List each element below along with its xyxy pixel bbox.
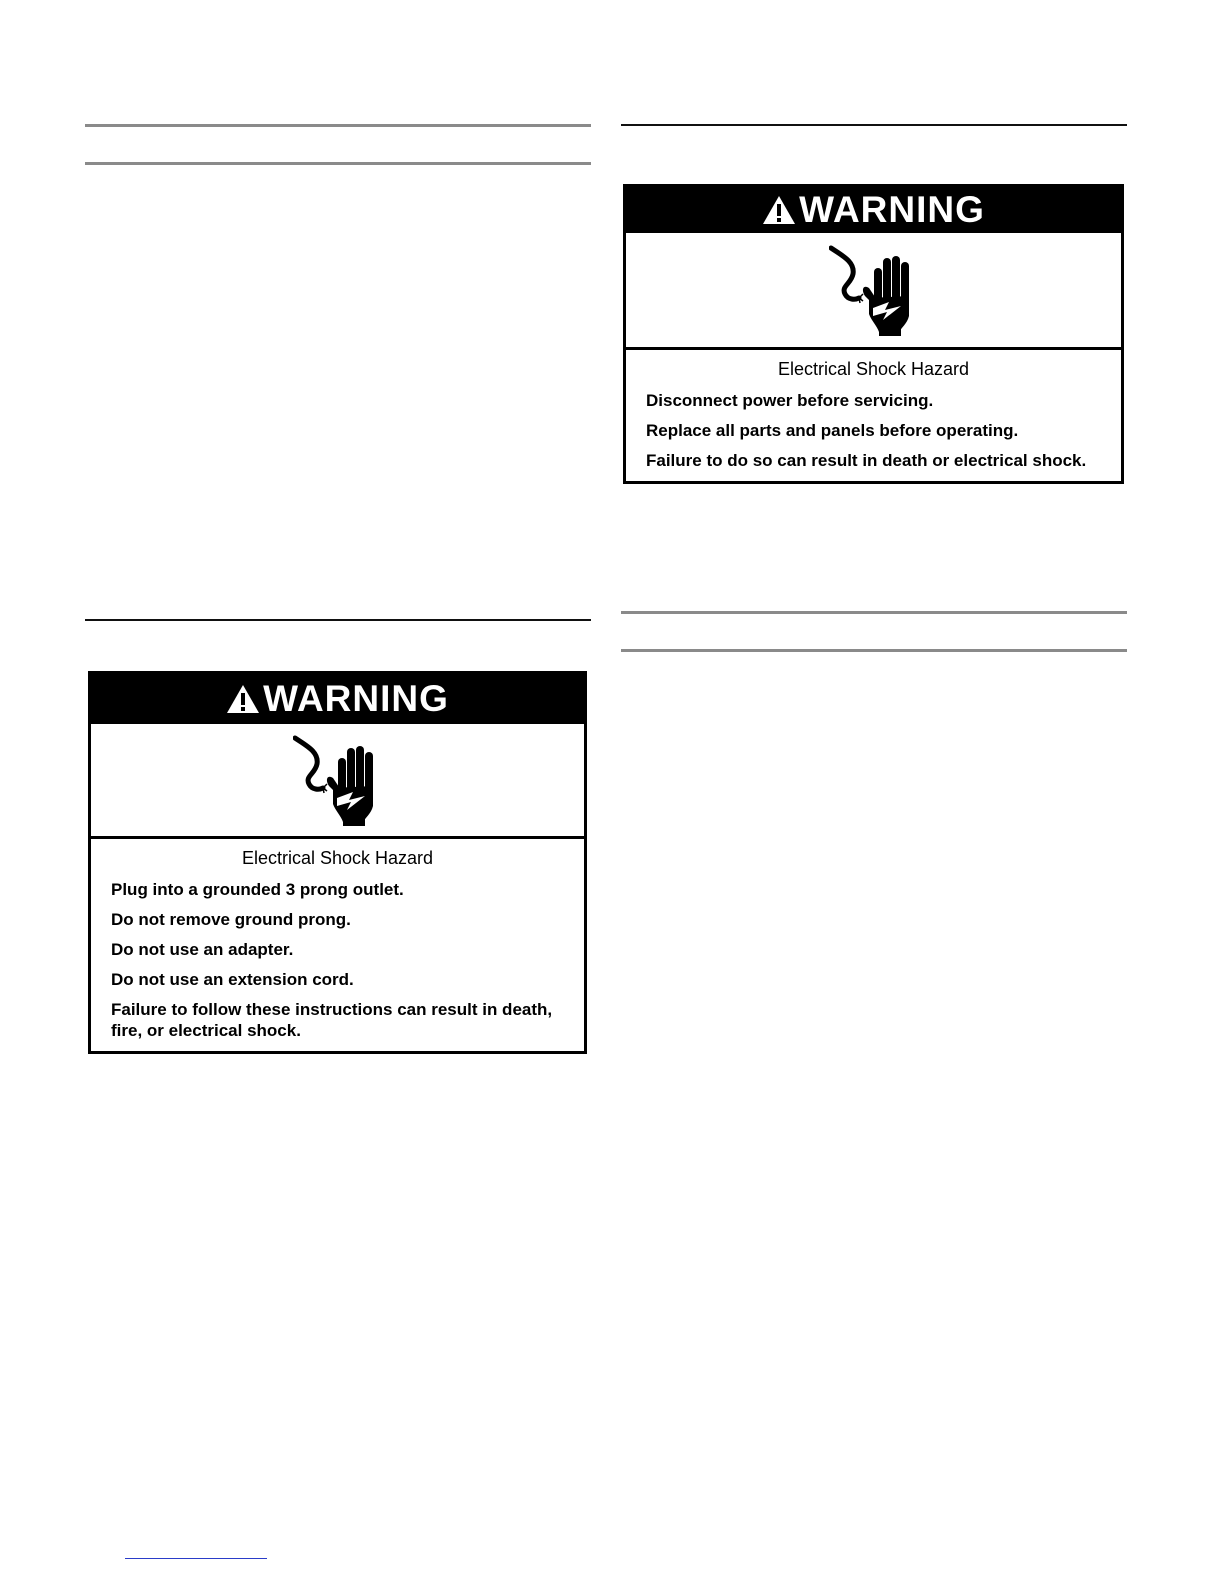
right-warning-box [623,184,1124,484]
instruction-item: Failure to follow these instructions can result in death, fire, or electrical shock. [111,1000,553,1040]
left-warning-box [88,671,587,1054]
footer-link-underline[interactable] [125,1558,267,1559]
right-warning-rule [621,124,1127,126]
electrical-shock-hand-icon [829,244,919,336]
instruction-item: Plug into a grounded 3 prong outlet. [111,880,404,899]
warning-triangle-icon [762,195,796,225]
instruction-item: Do not use an adapter. [111,940,294,959]
hazard-icon-panel [91,724,584,839]
right-section-rule-top [621,611,1127,614]
instruction-item: Replace all parts and panels before operating. [646,421,1019,440]
warning-header [91,674,584,724]
hazard-icon-panel [626,233,1121,350]
electrical-shock-hand-icon [293,734,383,826]
warning-triangle-icon [226,684,260,714]
right-section-rule-bottom [621,649,1127,652]
hazard-title: Electrical Shock Hazard [777,359,970,379]
left-section-rule-top [85,124,591,127]
hazard-text-panel [626,350,1121,471]
warning-header [626,187,1121,233]
instruction-item: Do not remove ground prong. [111,910,351,929]
warning-label: WARNING [263,678,449,719]
warning-label: WARNING [799,189,985,230]
hazard-title: Electrical Shock Hazard [241,848,434,868]
hazard-text-panel [91,839,584,1041]
left-section-rule-bottom [85,162,591,165]
left-warning-rule [85,619,591,621]
instruction-item: Failure to do so can result in death or electrical shock. [646,451,1087,470]
instruction-item: Disconnect power before servicing. [646,391,934,410]
instruction-item: Do not use an extension cord. [111,970,354,989]
